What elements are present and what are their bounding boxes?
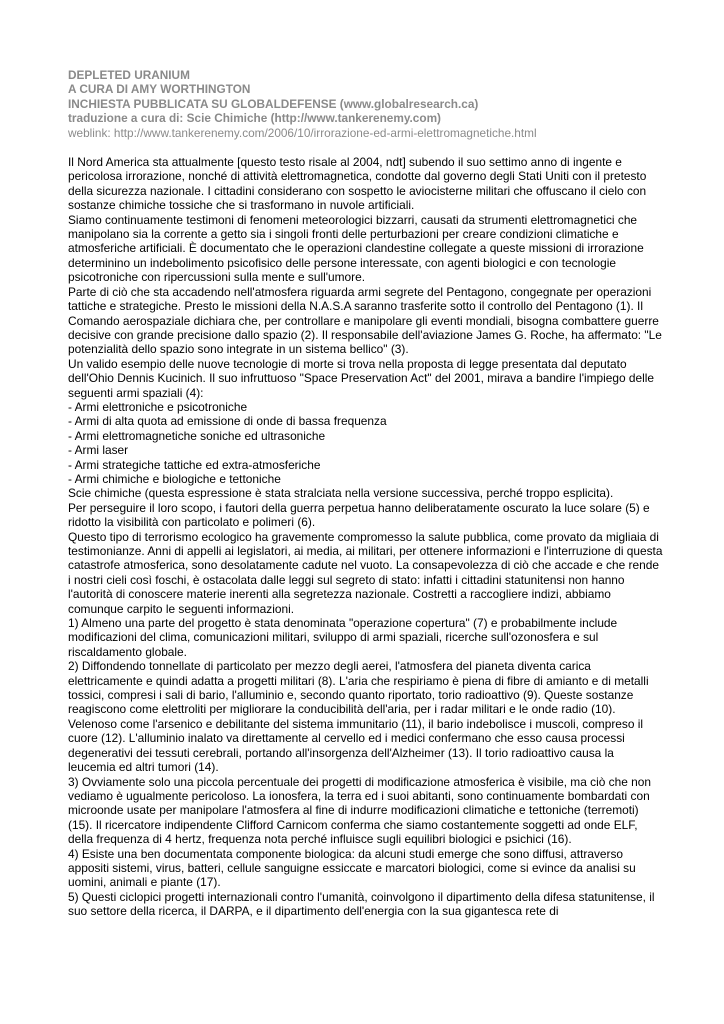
document-source: INCHIESTA PUBBLICATA SU GLOBALDEFENSE (www.globalresearch.ca) xyxy=(68,96,479,111)
paragraph: 5) Questi ciclopici progetti internazionali contro l'umanità, coinvolgono il dipartimento della difesa statunitense, il suo settore della ricerca, il DARPA, e il dipartimento dell'energia con la sua gigantesca rete di xyxy=(68,889,655,919)
paragraph: - Armi chimiche e biologiche e tettoniche xyxy=(68,471,281,486)
document-translation: traduzione a cura di: Scie Chimiche (http://www.tankerenemy.com) xyxy=(68,111,441,126)
paragraph: - Armi elettroniche e psicotroniche xyxy=(68,399,248,414)
paragraph: 3) Ovviamente solo una piccola percentuale dei progetti di modificazione atmosferica è visibile, ma ciò che non vediamo è ugualmente pericoloso. La ionosfera, la terra ed i suoi abitanti, sono continuamente bombardati con microonde usate per manipolare l'atmosfera al fine di indurre modificazioni climatiche e tettoniche (terremoti) (15). Il ricercatore indipendente Clifford Carnicom conferma che siamo costantemente soggetti ad onde ELF, della frequenza di 4 hertz, frequenza nota perché influisce sugli equilibri biologici e psichici (16). xyxy=(68,774,651,847)
document-page xyxy=(68,68,664,919)
paragraph: - Armi di alta quota ad emissione di onde di bassa frequenza xyxy=(68,414,387,429)
paragraph: 4) Esiste una ben documentata componente biologica: da alcuni studi emerge che sono diffusi, attraverso appositi sistemi, virus, batteri, cellule sanguigne essiccate e marcatori biologici, come si evince da analisi su uomini, animali e piante (17). xyxy=(68,846,636,890)
paragraph: - Armi laser xyxy=(68,443,129,458)
document-weblink: weblink: http://www.tankerenemy.com/2006/10/irrorazione-ed-armi-elettromagnetiche.html xyxy=(68,125,537,140)
paragraph: Siamo continuamente testimoni di fenomeni meteorologici bizzarri, causati da strumenti elettromagnetici che manipolano sia la corrente a getto sia i singoli fronti delle perturbazioni per creare condizioni climatiche e atmosferiche artificiali. È documentato che le operazioni clandestine collegate a queste missioni di irrorazione determinino un indebolimento psicofisico delle persone interessate, con agenti biologici e con tecnologie psicotroniche con ripercussioni sulla mente e sull'umore. xyxy=(68,212,644,285)
paragraph: - Armi elettromagnetiche soniche ed ultrasoniche xyxy=(68,428,326,443)
paragraph: Per perseguire il loro scopo, i fautori della guerra perpetua hanno deliberatamente oscurato la luce solare (5) e ridotto la visibilità con particolato e polimeri (6). xyxy=(68,500,650,530)
paragraph: Parte di ciò che sta accadendo nell'atmosfera riguarda armi segrete del Pentagono, congegnate per operazioni tattiche e strategiche. Presto le missioni della N.A.S.A saranno trasferite sotto il controllo del Pentagono (1). Il Comando aerospaziale dichiara che, per controllare e manipolare gli eventi mondiali, bisogna combattere guerre decisive con grande precisione dallo spazio (2). Il responsabile dell'aviazione James G. Roche, ha affermato: "Le potenzialità dello spazio sono integrate in un sistema bellico" (3). xyxy=(68,284,662,357)
article-body xyxy=(68,155,664,919)
paragraph: Un valido esempio delle nuove tecnologie di morte si trova nella proposta di legge presentata dal deputato dell'Ohio Dennis Kucinich. Il suo infruttuoso "Space Preservation Act" del 2001, mirava a bandire l'impiego delle seguenti armi spaziali (4): xyxy=(68,356,655,400)
paragraph: 1) Almeno una parte del progetto è stata denominata "operazione copertura" (7) e probabilmente include modificazioni del clima, comunicazioni militari, sviluppo di armi spaziali, ricerche sull'ozonosfera e sul riscaldamento globale. xyxy=(68,616,618,659)
paragraph: - Armi strategiche tattiche ed extra-atmosferiche xyxy=(68,457,321,472)
paragraph: Scie chimiche (questa espressione è stata stralciata nella versione successiva, perché troppo esplicita). xyxy=(68,486,614,501)
document-title: DEPLETED URANIUM xyxy=(68,68,190,82)
paragraph: Il Nord America sta attualmente [questo testo risale al 2004, ndt] subendo il suo settimo anno di ingente e pericolosa irrorazione, nonché di attività elettromagnetica, condotte dal governo degli Stati Uniti con il pretesto della sicurezza nazionale. I cittadini considerano con sospetto le aviocisterne militari che offuscano il cielo con sostanze chimiche tossiche che si trasformano in nuvole artificiali. xyxy=(68,155,647,213)
paragraph: Questo tipo di terrorismo ecologico ha gravemente compromesso la salute pubblica, come provato da migliaia di testimonianze. Anni di appelli ai legislatori, ai media, ai militari, per ottenere informazioni e l'interruzione di questa catastrofe atmosferica, sono desolatamente cadute nel vuoto. La consapevolezza di ciò che accade e che rende i nostri cieli così foschi, è ostacolata dalle leggi sul segreto di stato: infatti i cittadini statunitensi non hanno l'autorità di conoscere materie inerenti alla segretezza nazionale. Costretti a raccogliere indizi, abbiamo comunque carpito le seguenti informazioni. xyxy=(68,529,663,616)
header-spacer xyxy=(68,140,664,155)
document-author: A CURA DI AMY WORTHINGTON xyxy=(68,82,251,97)
paragraph: 2) Diffondendo tonnellate di particolato per mezzo degli aerei, l'atmosfera del pianeta diventa carica elettricamente e quindi adatta a progetti militari (8). L'aria che respiriamo è piena di fibre di amianto e di metalli tossici, compresi i sali di bario, l'alluminio e, secondo quanto riportato, torio radioattivo (9). Queste sostanze reagiscono come elettroliti per migliorare la conducibilità dell'aria, per i radar militari e le onde radio (10). Velenoso come l'arsenico e debilitante del sistema immunitario (11), il bario indebolisce i muscoli, compreso il cuore (12). L'alluminio inalato va direttamente al cervello ed i medici confermano che esso causa processi degenerativi dei tessuti cerebrali, portando all'insorgenza dell'Alzheimer (13). Il torio radioattivo causa la leucemia ed altri tumori (14). xyxy=(68,659,649,775)
